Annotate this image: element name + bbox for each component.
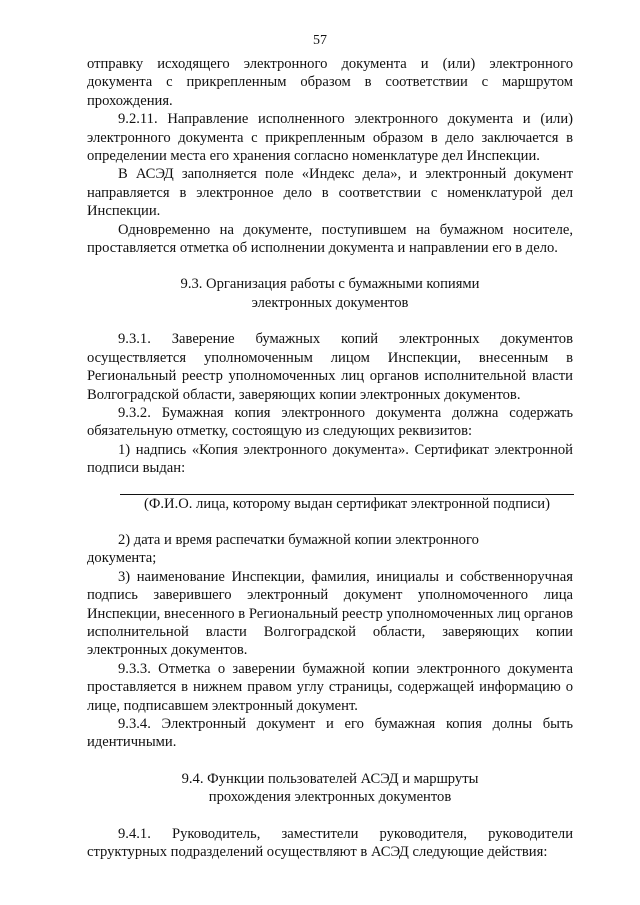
document-body	[87, 55, 573, 861]
list-item-2-line-2: документа;	[87, 550, 157, 567]
page-number: 57	[313, 33, 327, 48]
spacer	[87, 312, 573, 330]
spacer	[87, 807, 573, 825]
paragraph-index-dela: В АСЭД заполняется поле «Индекс дела», и электронный документ направляется в электронное дело в соответствии с номенклатурой дел Инспекции.	[87, 166, 573, 220]
section-heading-9-3-line-2: электронных документов	[251, 294, 409, 311]
paragraph-continuation: отправку исходящего электронного документа и (или) электронного документа с прикрепленным образом в соответствии с маршрутом прохождения.	[87, 56, 573, 109]
section-heading-9-4-line-2: прохождения электронных документов	[208, 789, 452, 806]
paragraph-9-4-1: 9.4.1. Руководитель, заместители руководителя, руководители структурных подразделений осуществляют в АСЭД следующие действия:	[87, 825, 573, 861]
paragraph-9-3-2: 9.3.2. Бумажная копия электронного документа должна содержать обязательную отметку, состоящую из следующих реквизитов:	[87, 404, 573, 440]
paragraph-9-3-3: 9.3.3. Отметка о заверении бумажной копии электронного документа проставляется в нижнем правом углу страницы, содержащей информацию о лице, подписавшем электронный документ.	[87, 660, 573, 714]
section-heading-9-4-line-1: 9.4. Функции пользователей АСЭД и маршруты	[181, 770, 479, 787]
section-heading-9-3-line-1: 9.3. Организация работы с бумажными копиями	[180, 276, 480, 293]
spacer	[87, 752, 573, 770]
signature-line-caption: (Ф.И.О. лица, которому выдан сертификат электронной подписи)	[120, 494, 574, 513]
paragraph-paper-mark: Одновременно на документе, поступившем на бумажном носителе, проставляется отметка об исполнении документа и направлении его в дело.	[87, 221, 573, 257]
paragraph-9-2-11: 9.2.11. Направление исполненного электронного документа и (или) электронного документа с прикрепленным образом в дело заключается в определении места его хранения согласно номенклатуре дел Инспекции.	[87, 111, 573, 165]
list-item-3: 3) наименование Инспекции, фамилия, инициалы и собственноручная подпись заверившего электронный документ уполномоченного лица Инспекции, внесенного в Региональный реестр уполномоченных лиц органов исполнительной власти Волгоградской области, заверяющих копии электронных документов.	[87, 568, 573, 659]
paragraph-9-3-1: 9.3.1. Заверение бумажных копий электронных документов осуществляется уполномоченным лицом Инспекции, внесенным в Региональный реестр уполномоченных лиц органов исполнительной власти Волгоградской области, заверяющих копии электронных документов.	[87, 331, 573, 403]
paragraph-9-3-4: 9.3.4. Электронный документ и его бумажная копия долны быть идентичными.	[87, 716, 573, 751]
list-item-2-line-1: 2) дата и время распечатки бумажной копии электронного	[118, 531, 479, 548]
list-item-1: 1) надпись «Копия электронного документа». Сертификат электронной подписи выдан:	[87, 441, 573, 477]
spacer	[87, 257, 573, 275]
spacer	[87, 513, 573, 531]
spacer	[87, 478, 573, 494]
